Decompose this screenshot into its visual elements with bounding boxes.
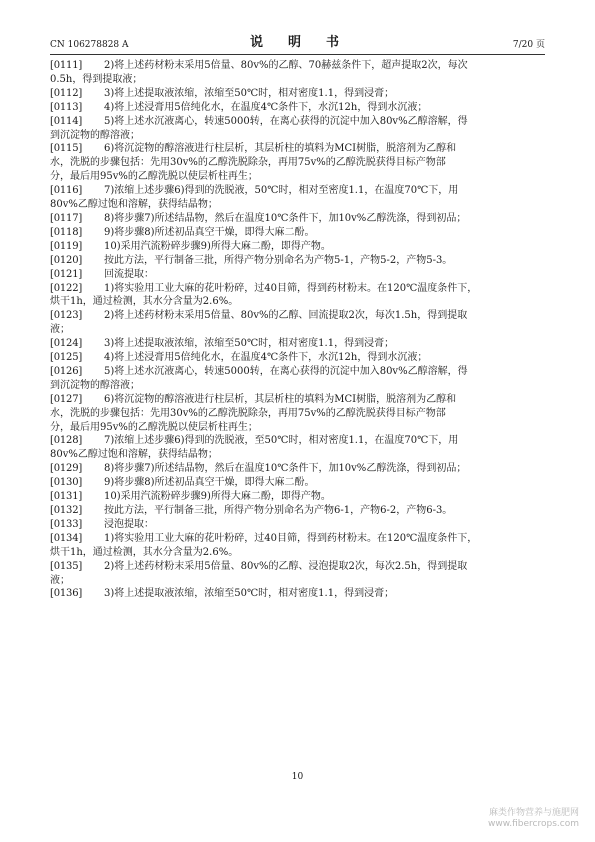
paragraph-number: [0132] [50, 505, 83, 516]
text-line: 回流提取： [104, 268, 154, 280]
paragraph-number: [0125] [50, 352, 83, 364]
paragraph-text [94, 462, 547, 476]
paragraph-number: [0111] [50, 60, 83, 71]
paragraph [50, 309, 547, 337]
document-body [50, 59, 547, 601]
paragraph-number: [0133] [50, 518, 83, 530]
text-line: 0.5h，得到提取液； [50, 73, 143, 85]
text-line: 8)将步骤7)所述结晶物，然后在温度10℃条件下，加10v%乙醇洗涤，得到初品； [104, 212, 467, 224]
paragraph [50, 351, 547, 365]
text-line: 5)将上述水沉液离心，转速5000转，在离心获得的沉淀中加入80v%乙醇溶解，得 [104, 115, 468, 127]
text-line: 2)将上述药材粉末采用5倍量、80v%的乙醇、70赫兹条件下，超声提取2次，每次 [104, 60, 468, 71]
paragraph-number: [0121] [50, 268, 83, 280]
watermark [488, 808, 579, 830]
watermark-url: www.fibercrops.com [488, 819, 579, 829]
text-line: 7)浓缩上述步骤6)得到的洗脱液，50℃时，相对至密度1.1，在温度70℃下，用 [104, 185, 459, 197]
paragraph-number: [0129] [50, 463, 83, 475]
text-line: 2)将上述药材粉末采用5倍量、80v%的乙醇、浸泡提取2次，每次2.5h，得到提取 [104, 560, 468, 572]
page-header [50, 34, 545, 50]
paragraph-text [94, 518, 547, 532]
paragraph-number: [0131] [50, 491, 83, 503]
paragraph-text [94, 101, 547, 115]
paragraph-text [94, 476, 547, 490]
paragraph [50, 212, 547, 226]
paragraph [50, 59, 547, 87]
paragraph-number: [0123] [50, 310, 83, 322]
paragraph-text [94, 212, 547, 226]
paragraph-text [94, 587, 547, 601]
text-line: 分，最后用95v%的乙醇洗脱以使层析柱再生； [50, 171, 258, 183]
text-line: 分，最后用95v%的乙醇洗脱以使层析柱再生； [50, 421, 258, 433]
page-label: 7/20 页 [512, 40, 545, 50]
paragraph [50, 365, 547, 393]
text-line: 6)将沉淀物的醇溶液进行柱层析，其层析柱的填料为MCI树脂，脱溶剂为乙醇和 [104, 143, 457, 155]
paragraph-number: [0126] [50, 365, 83, 377]
text-line: 液； [50, 574, 70, 586]
paragraph-text [94, 504, 547, 518]
paragraph [50, 87, 547, 101]
text-line: 80v%乙醇过饱和溶解，获得结晶物； [50, 199, 218, 211]
text-line: 烘干1h，通过检测，其水分含量为2.6%。 [50, 546, 239, 558]
paragraph [50, 462, 547, 476]
paragraph [50, 282, 547, 310]
paragraph-number: [0116] [50, 185, 83, 197]
paragraph [50, 226, 547, 240]
paragraph-number: [0118] [50, 226, 83, 238]
text-line: 4)将上述浸膏用5倍纯化水，在温度4℃条件下，水沉12h，得到水沉液； [104, 101, 428, 113]
paragraph [50, 476, 547, 490]
text-line: 到沉淀物的醇溶液； [50, 129, 140, 141]
text-line: 7)浓缩上述步骤6)得到的洗脱液，至50℃时，相对密度1.1，在温度70℃下，用 [104, 435, 459, 447]
paragraph-number: [0119] [50, 240, 83, 252]
text-line: 4)将上述浸膏用5倍纯化水，在温度4℃条件下，水沉12h，得到水沉液； [104, 352, 428, 364]
text-line: 浸泡提取： [104, 518, 154, 530]
text-line: 3)将上述提取液浓缩，浓缩至50℃时，相对密度1.1，得到浸膏； [104, 588, 395, 600]
paragraph-number: [0128] [50, 435, 83, 447]
text-line: 3)将上述提取液浓缩，浓缩至50℃时，相对密度1.1，得到浸膏； [104, 338, 395, 350]
text-line: 1)将实验用工业大麻的花叶粉碎，过40目筛，得到药材粉末。在120℃温度条件下， [104, 282, 478, 294]
watermark-title: 麻类作物营养与施肥网 [488, 808, 579, 818]
paragraph-number: [0112] [50, 87, 83, 99]
text-line: 10)采用汽流粉碎步骤9)所得大麻二酚，即得产物。 [104, 491, 331, 503]
text-line: 9)将步骤8)所述初品真空干燥，即得大麻二酚。 [104, 226, 315, 238]
paragraph-number: [0136] [50, 588, 83, 600]
text-line: 3)将上述提取液浓缩，浓缩至50℃时，相对密度1.1，得到浸膏； [104, 87, 395, 99]
page-title: 说 明 书 [249, 35, 345, 50]
paragraph-text [94, 337, 547, 351]
text-line: 9)将步骤8)所述初品真空干燥，即得大麻二酚。 [104, 477, 315, 489]
text-line: 8)将步骤7)所述结晶物，然后在温度10℃条件下，加10v%乙醇洗涤，得到初品； [104, 463, 467, 475]
header-divider [50, 54, 545, 55]
paragraph [50, 337, 547, 351]
text-line: 到沉淀物的醇溶液； [50, 379, 140, 391]
paragraph-number: [0122] [50, 282, 83, 294]
paragraph [50, 184, 547, 212]
paragraph-number: [0113] [50, 101, 83, 113]
paragraph-text [94, 490, 547, 504]
paragraph [50, 560, 547, 588]
paragraph-text [94, 254, 547, 268]
paragraph-text [94, 87, 547, 101]
document-number: CN 106278828 A [50, 40, 129, 50]
paragraph [50, 393, 547, 435]
paragraph-number: [0117] [50, 212, 83, 224]
paragraph [50, 254, 547, 268]
paragraph-text [94, 240, 547, 254]
text-line: 80v%乙醇过饱和溶解，获得结晶物； [50, 449, 218, 461]
page-number: 10 [291, 772, 304, 782]
paragraph-number: [0135] [50, 560, 83, 572]
paragraph-number: [0124] [50, 338, 83, 350]
text-line: 2)将上述药材粉末采用5倍量、80v%的乙醇、回流提取2次，每次1.5h，得到提取 [104, 310, 468, 322]
paragraph [50, 490, 547, 504]
paragraph-number: [0127] [50, 393, 83, 405]
paragraph-number: [0130] [50, 477, 83, 489]
paragraph [50, 142, 547, 184]
paragraph [50, 240, 547, 254]
paragraph-text [94, 226, 547, 240]
paragraph [50, 434, 547, 462]
paragraph-number: [0115] [50, 143, 83, 155]
paragraph [50, 115, 547, 143]
text-line: 液； [50, 324, 70, 336]
text-line: 5)将上述水沉液离心，转速5000转，在离心获得的沉淀中加入80v%乙醇溶解，得 [104, 365, 468, 377]
paragraph-text [94, 351, 547, 365]
paragraph [50, 504, 547, 518]
text-line: 按此方法，平行制备三批，所得产物分别命名为产物5-1，产物5-2，产物5-3。 [104, 254, 453, 266]
paragraph-text [94, 268, 547, 282]
paragraph [50, 268, 547, 282]
text-line: 水，洗脱的步骤包括：先用30v%的乙醇洗脱除杂，再用75v%的乙醇洗脱获得目标产物部 [50, 407, 446, 419]
text-line: 按此方法，平行制备三批，所得产物分别命名为产物6-1，产物6-2，产物6-3。 [104, 505, 453, 516]
paragraph-number: [0134] [50, 532, 83, 544]
text-line: 烘干1h，通过检测，其水分含量为2.6%。 [50, 296, 239, 308]
text-line: 1)将实验用工业大麻的花叶粉碎，过40目筛，得到药材粉末。在120℃温度条件下， [104, 532, 478, 544]
paragraph-number: [0120] [50, 254, 83, 266]
paragraph [50, 518, 547, 532]
paragraph [50, 587, 547, 601]
paragraph [50, 532, 547, 560]
text-line: 10)采用汽流粉碎步骤9)所得大麻二酚，即得产物。 [104, 240, 331, 252]
text-line: 水，洗脱的步骤包括：先用30v%的乙醇洗脱除杂，再用75v%的乙醇洗脱获得目标产物部 [50, 157, 446, 169]
text-line: 6)将沉淀物的醇溶液进行柱层析，其层析柱的填料为MCI树脂，脱溶剂为乙醇和 [104, 393, 457, 405]
paragraph-number: [0114] [50, 115, 83, 127]
paragraph [50, 101, 547, 115]
